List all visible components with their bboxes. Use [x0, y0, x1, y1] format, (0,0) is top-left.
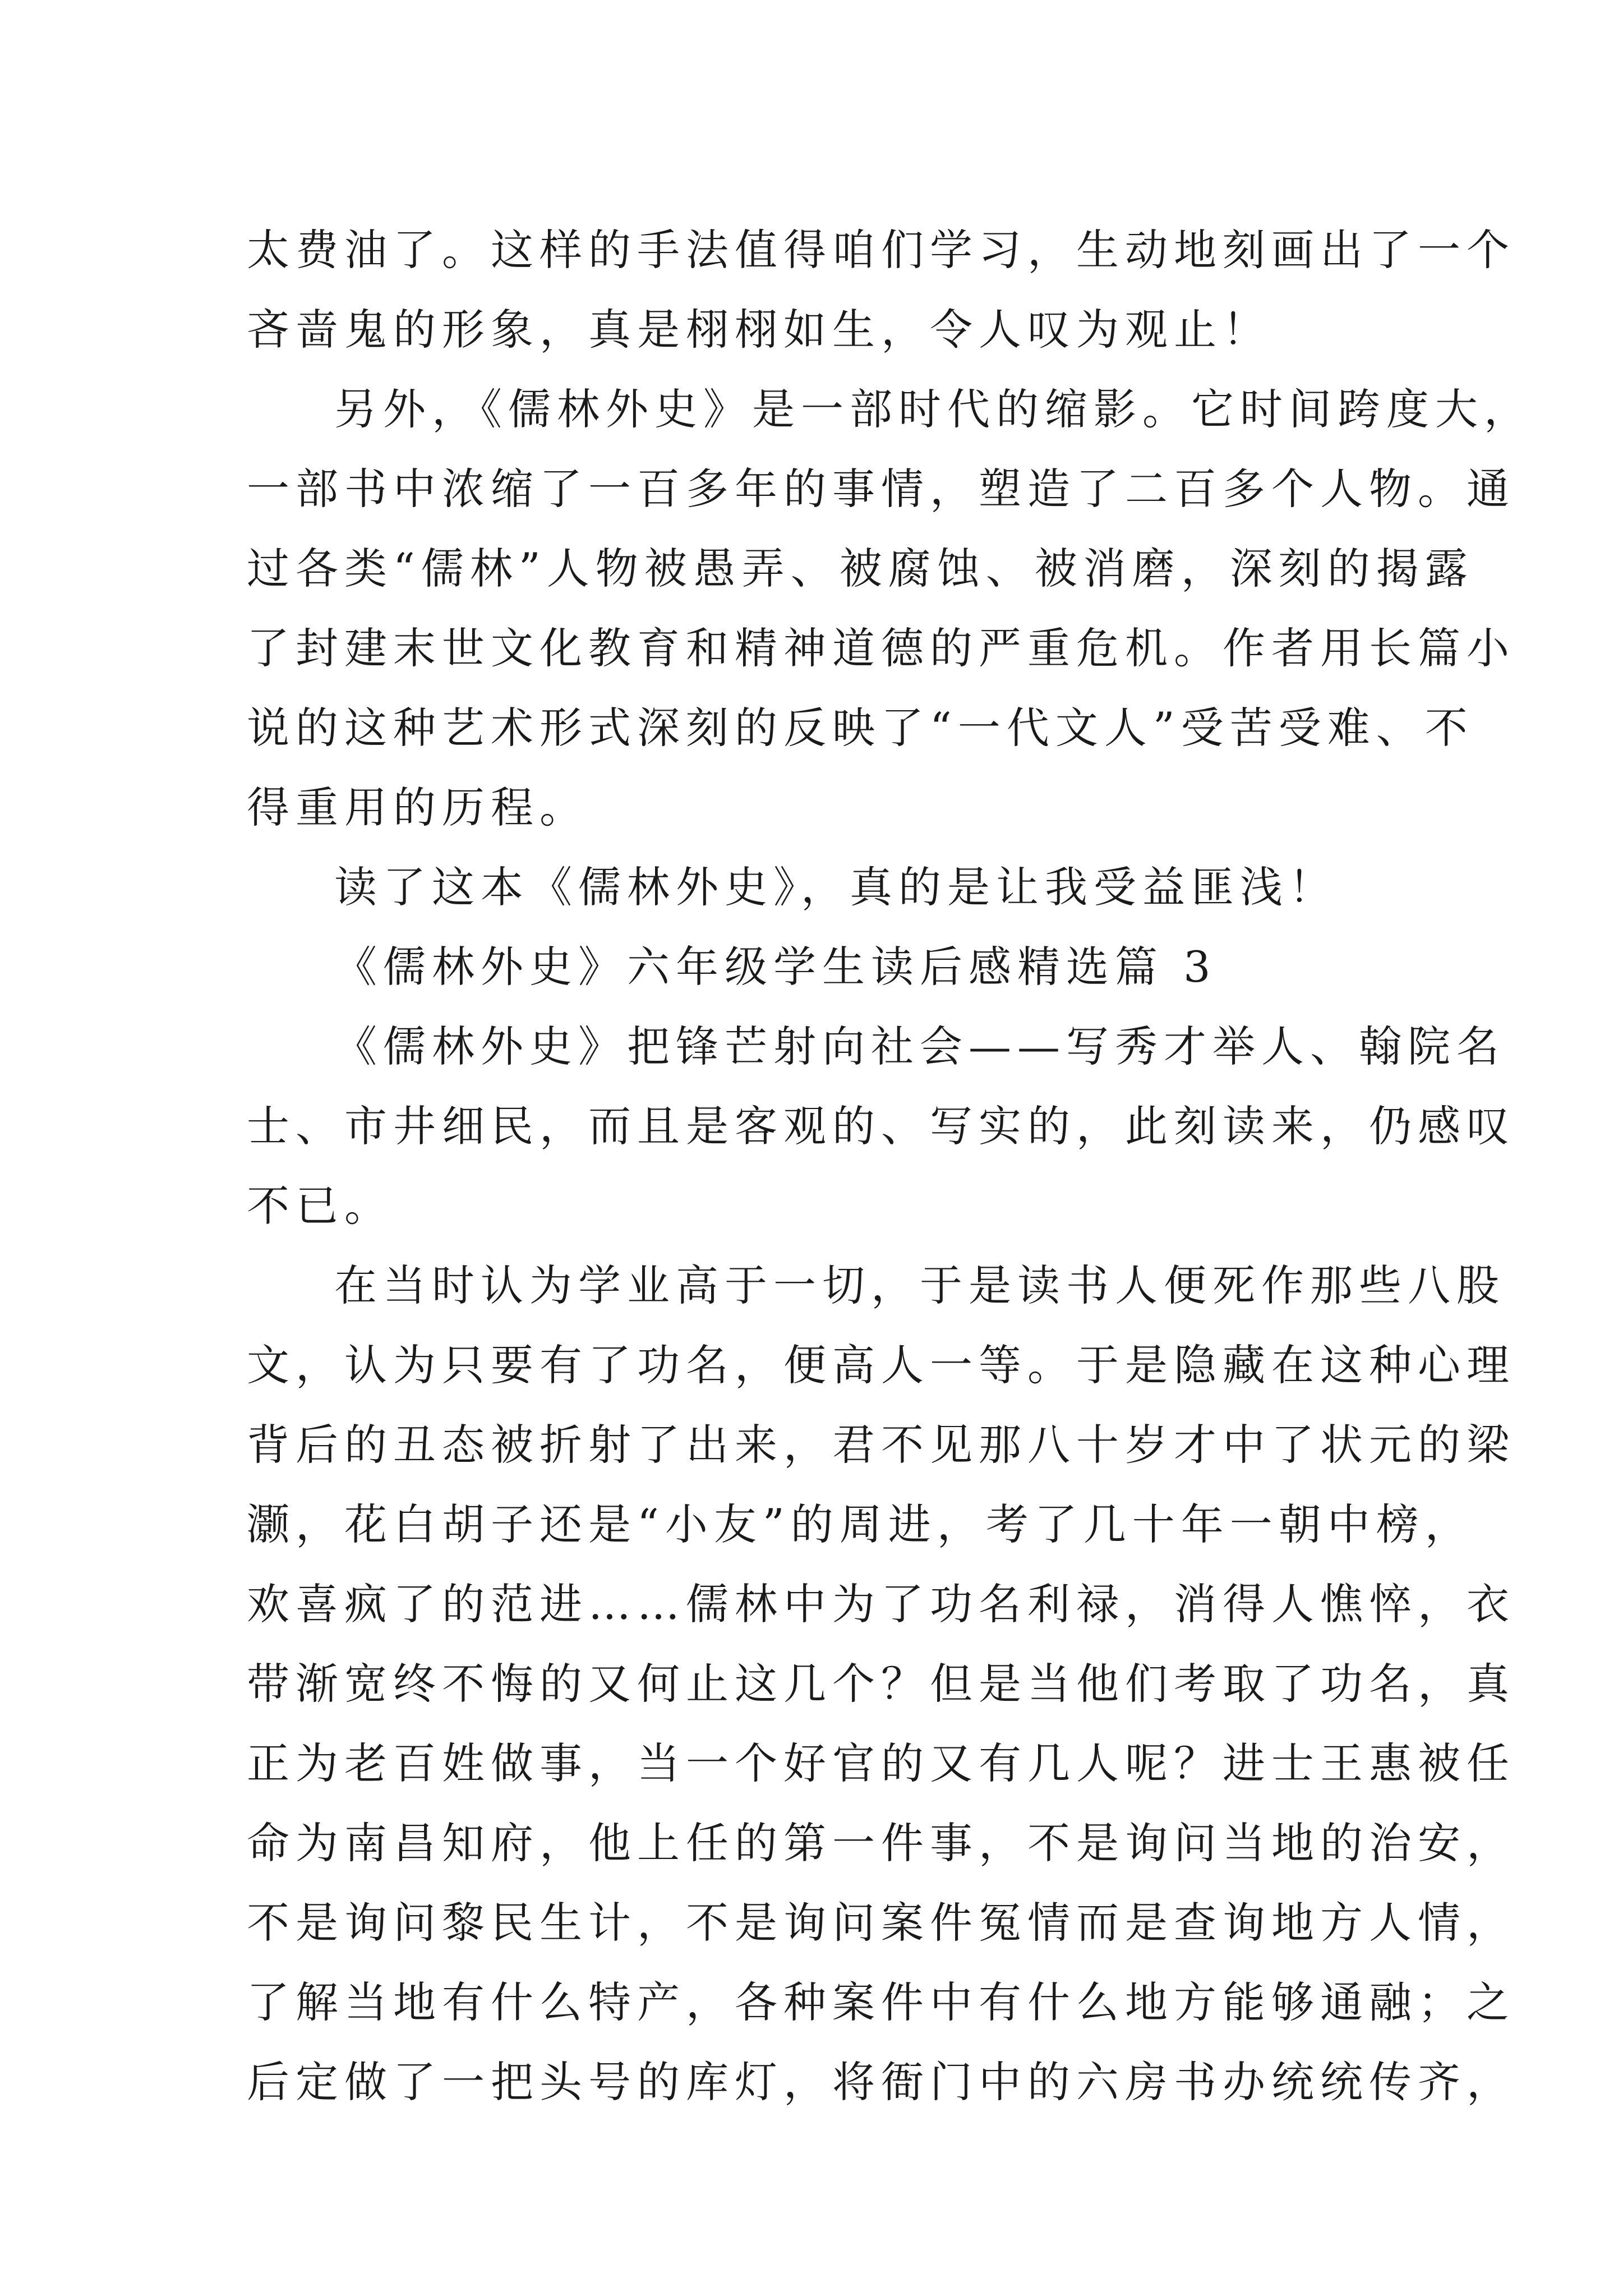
text-line: 正为老百姓做事，当一个好官的又有几人呢？进士王惠被任	[247, 1738, 1515, 1788]
text-line: 一部书中浓缩了一百多年的事情，塑造了二百多个人物。通	[247, 464, 1515, 514]
section-heading: 《儒林外史》六年级学生读后感精选篇 3	[334, 942, 1217, 992]
text-line: 过各类“儒林”人物被愚弄、被腐蚀、被消磨，深刻的揭露	[247, 544, 1474, 593]
text-line: 士、市井细民，而且是客观的、写实的，此刻读来，仍感叹	[247, 1101, 1515, 1151]
document-body	[247, 210, 1533, 2122]
text-line: 了封建末世文化教育和精神道德的严重危机。作者用长篇小	[247, 623, 1515, 673]
text-line: 得重用的历程。	[247, 783, 588, 832]
text-line: 灏，花白胡子还是“小友”的周进，考了几十年一朝中榜，	[247, 1499, 1474, 1549]
text-line: 文，认为只要有了功名，便高人一等。于是隐藏在这种心理	[247, 1340, 1515, 1390]
text-line: 在当时认为学业高于一切，于是读书人便死作那些八股	[334, 1260, 1505, 1310]
text-line: 带渐宽终不悔的又何止这几个？但是当他们考取了功名，真	[247, 1659, 1515, 1709]
text-line: 读了这本《儒林外史》，真的是让我受益匪浅！	[334, 862, 1338, 912]
text-line: 说的这种艺术形式深刻的反映了“一代文人”受苦受难、不	[247, 703, 1474, 753]
text-line: 欢喜疯了的范进……儒林中为了功名利禄，消得人憔悴，衣	[247, 1579, 1515, 1629]
text-line: 不是询问黎民生计，不是询问案件冤情而是查询地方人情，	[247, 1898, 1515, 1948]
text-line: 命为南昌知府，他上任的第一件事，不是询问当地的治安，	[247, 1818, 1515, 1868]
text-line: 《儒林外史》把锋芒射向社会——写秀才举人、翰院名	[334, 1022, 1505, 1071]
text-line: 后定做了一把头号的库灯，将衙门中的六房书办统统传齐，	[247, 2057, 1515, 2107]
text-line: 另外，《儒林外史》是一部时代的缩影。它时间跨度大，	[334, 384, 1533, 434]
text-line: 太费油了。这样的手法值得咱们学习，生动地刻画出了一个	[247, 225, 1515, 275]
text-line: 不已。	[247, 1181, 393, 1231]
text-line: 了解当地有什么特产，各种案件中有什么地方能够通融；之	[247, 1977, 1515, 2027]
text-line: 背后的丑态被折射了出来，君不见那八十岁才中了状元的梁	[247, 1420, 1515, 1470]
text-line: 吝啬鬼的形象，真是栩栩如生，令人叹为观止！	[247, 305, 1271, 355]
